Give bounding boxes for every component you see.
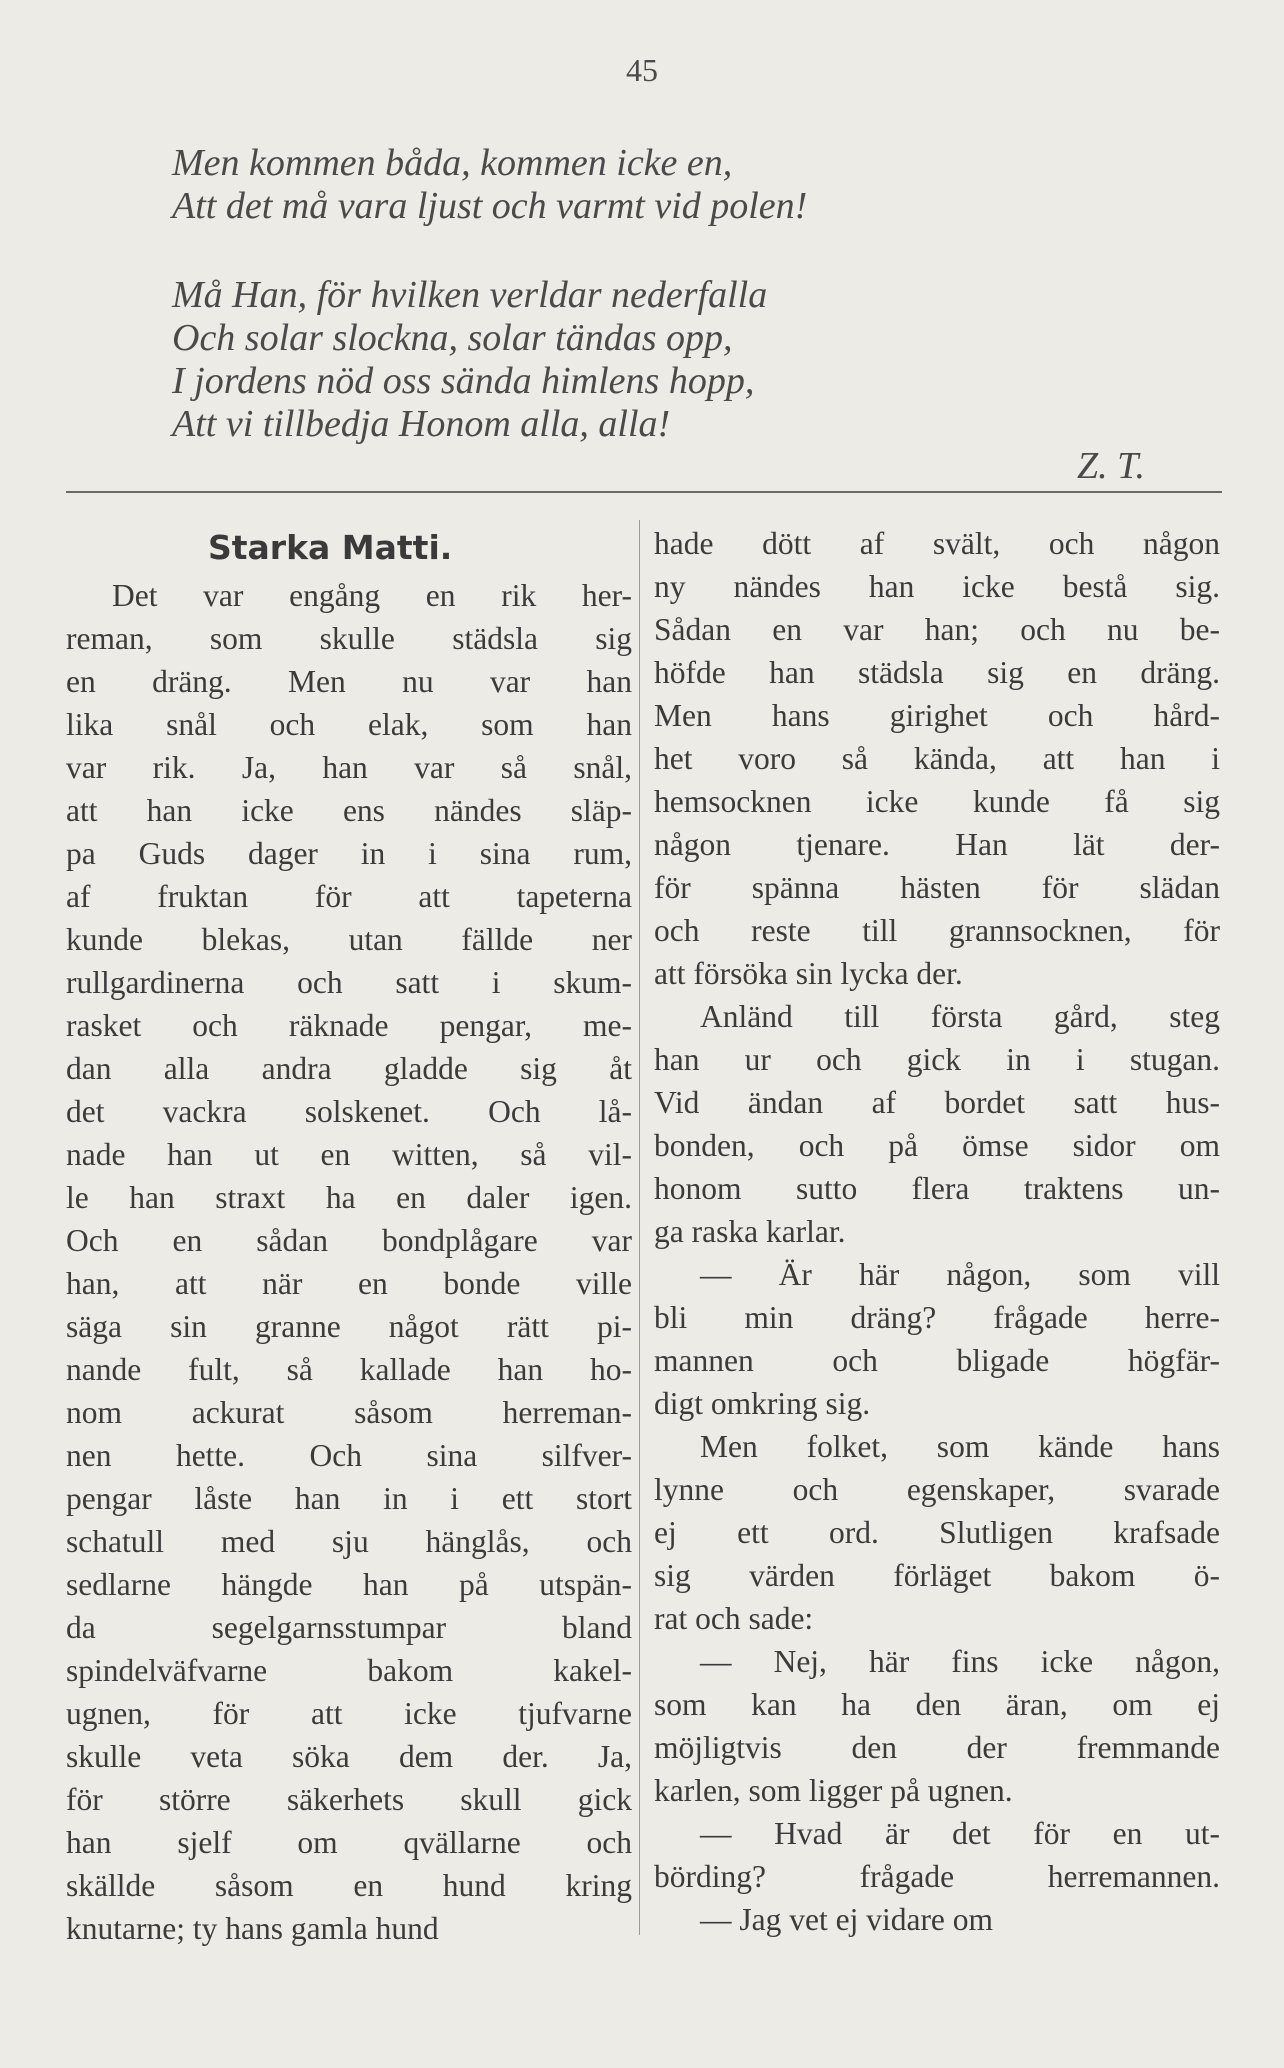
text-line: nande fult, så kallade han ho- [66, 1352, 632, 1387]
text-line: rasket och räknade pengar, me- [66, 1008, 632, 1043]
poem-signature: Z. T. [1077, 445, 1145, 487]
text-line: dan alla andra gladde sig åt [66, 1051, 632, 1086]
text-line: digt omkring sig. [654, 1386, 871, 1421]
text-line: — Jag vet ej vidare om [700, 1902, 994, 1937]
text-line: det vackra solskenet. Och lå- [66, 1094, 632, 1129]
poem-line: Och solar slockna, solar tändas opp, [172, 317, 733, 359]
text-line: säga sin granne något rätt pi- [66, 1309, 632, 1344]
poem-line: Att vi tillbedja Honom alla, alla! [172, 403, 671, 445]
text-line: han sjelf om qvällarne och [66, 1825, 632, 1860]
text-line: Och en sådan bondplågare var [66, 1223, 632, 1258]
text-line: lika snål och elak, som han [66, 707, 632, 742]
text-line: nen hette. Och sina silfver- [66, 1438, 632, 1473]
text-line: knutarne; ty hans gamla hund [66, 1911, 439, 1946]
text-line: börding? frågade herremannen. [654, 1859, 1220, 1894]
text-line: för spänna hästen för slädan [654, 870, 1220, 905]
text-line: skällde såsom en hund kring [66, 1868, 632, 1903]
text-line: för större säkerhets skull gick [66, 1782, 632, 1817]
text-line: rullgardinerna och satt i skum- [66, 965, 632, 1000]
text-line: lynne och egenskaper, svarade [654, 1472, 1220, 1507]
text-line: — Är här någon, som vill [700, 1257, 1220, 1292]
text-line: att han icke ens nändes släp- [66, 793, 632, 828]
text-line: mannen och bligade högfär- [654, 1343, 1220, 1378]
poem-line: Men kommen båda, kommen icke en, [172, 142, 733, 184]
text-line: het voro så kända, att han i [654, 741, 1220, 776]
text-line: han, att när en bonde ville [66, 1266, 632, 1301]
text-line: le han straxt ha en daler igen. [66, 1180, 632, 1215]
text-line: honom sutto flera traktens un- [654, 1171, 1220, 1206]
text-line: bli min dräng? frågade herre- [654, 1300, 1220, 1335]
text-line: hemsocknen icke kunde få sig [654, 784, 1220, 819]
text-line: bonden, och på ömse sidor om [654, 1128, 1220, 1163]
text-line: en dräng. Men nu var han [66, 664, 632, 699]
text-line: af fruktan för att tapeterna [66, 879, 632, 914]
text-line: Anländ till första gård, steg [700, 999, 1220, 1034]
text-line: var rik. Ja, han var så snål, [66, 750, 632, 785]
text-line: skulle veta söka dem der. Ja, [66, 1739, 632, 1774]
text-line: Men folket, som kände hans [700, 1429, 1220, 1464]
text-line: spindelväfvarne bakom kakel- [66, 1653, 632, 1688]
text-line: schatull med sju hänglås, och [66, 1524, 632, 1559]
article-title: Starka Matti. [208, 528, 453, 567]
text-line: — Hvad är det för en ut- [700, 1816, 1220, 1851]
text-line: nade han ut en witten, så vil- [66, 1137, 632, 1172]
text-line: da segelgarnsstumpar bland [66, 1610, 632, 1645]
text-line: pa Guds dager in i sina rum, [66, 836, 632, 871]
text-line: pengar låste han in i ett stort [66, 1481, 632, 1516]
article-column-left [66, 522, 632, 1950]
text-line: — Nej, här fins icke någon, [700, 1644, 1220, 1679]
text-line: Sådan en var han; och nu be- [654, 612, 1220, 647]
text-line: nom ackurat såsom herreman- [66, 1395, 632, 1430]
section-divider [66, 491, 1222, 493]
text-line: han ur och gick in i stugan. [654, 1042, 1220, 1077]
text-line: kunde blekas, utan fällde ner [66, 922, 632, 957]
text-line: ej ett ord. Slutligen krafsade [654, 1515, 1220, 1550]
text-line: någon tjenare. Han lät der- [654, 827, 1220, 862]
text-line: Men hans girighet och hård- [654, 698, 1220, 733]
poem-line: Må Han, för hvilken verldar nederfalla [172, 274, 768, 316]
text-line: reman, som skulle städsla sig [66, 621, 632, 656]
article-column-right [654, 522, 1220, 1941]
poem [172, 142, 1072, 446]
text-line: ny nändes han icke bestå sig. [654, 569, 1220, 604]
text-line: höfde han städsla sig en dräng. [654, 655, 1220, 690]
text-line: Vid ändan af bordet satt hus- [654, 1085, 1220, 1120]
text-line: och reste till grannsocknen, för [654, 913, 1220, 948]
text-line: karlen, som ligger på ugnen. [654, 1773, 1013, 1808]
text-line: rat och sade: [654, 1601, 814, 1636]
page-number: 45 [626, 52, 658, 88]
text-line: att försöka sin lycka der. [654, 956, 963, 991]
text-line: sig värden förläget bakom ö- [654, 1558, 1220, 1593]
text-line: Det var engång en rik her- [112, 578, 632, 613]
poem-line: I jordens nöd oss sända himlens hopp, [172, 360, 755, 402]
text-line: möjligtvis den der fremmande [654, 1730, 1220, 1765]
text-line: som kan ha den äran, om ej [654, 1687, 1220, 1722]
text-line: ga raska karlar. [654, 1214, 846, 1249]
poem-line: Att det må vara ljust och varmt vid polen! [172, 185, 808, 227]
text-line: hade dött af svält, och någon [654, 526, 1220, 561]
text-line: sedlarne hängde han på utspän- [66, 1567, 632, 1602]
column-divider [639, 520, 640, 1935]
text-line: ugnen, för att icke tjufvarne [66, 1696, 632, 1731]
